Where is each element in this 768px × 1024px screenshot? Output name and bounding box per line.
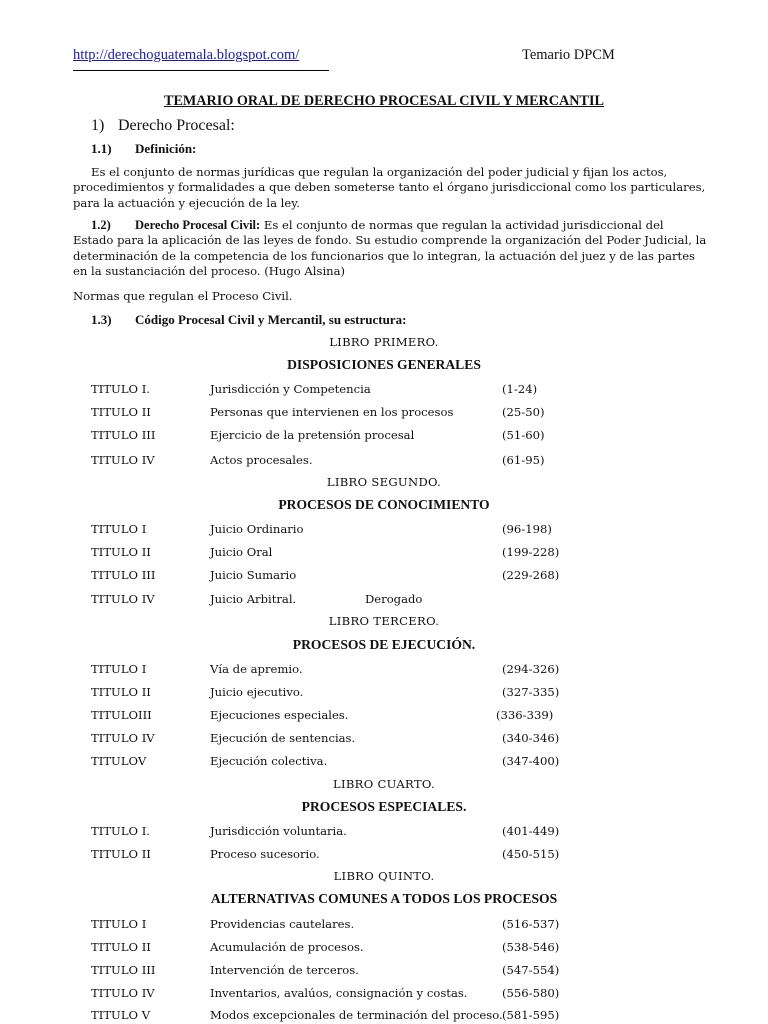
titulo-number: TITULO IV: [91, 592, 155, 606]
titulo-number: TITULO I: [91, 522, 147, 536]
libro-heading: LIBRO CUARTO.: [332, 777, 436, 791]
titulo-number: TITULO V: [91, 1008, 151, 1022]
titulo-number: TITULO I: [91, 662, 147, 676]
titulo-name: Jurisdicción voluntaria.: [210, 824, 347, 838]
header-doc-label: Temario DPCM: [522, 47, 615, 63]
dpc-line: determinación de la competencia de los funcionarios que lo integran, la actuación del juez y de las partes: [73, 248, 696, 263]
definition-paragraph: [73, 165, 713, 211]
titulo-name: Juicio Sumario: [210, 568, 297, 582]
section-1-2-number: 1.2): [91, 218, 111, 232]
articulo-range: (61-95): [502, 453, 545, 467]
titulo-number: TITULO I: [91, 917, 147, 931]
titulo-number: TITULO II: [91, 847, 151, 861]
articulo-range: (401-449): [502, 824, 560, 838]
libro-title: ALTERNATIVAS COMUNES A TODOS LOS PROCESOS: [210, 891, 558, 906]
articulo-range: (96-198): [502, 522, 552, 536]
titulo-number: TITULOV: [91, 754, 147, 768]
dpc-line: en la sustanciación del proceso. (Hugo Alsina): [73, 264, 346, 279]
titulo-name: Modos excepcionales de terminación del proceso.: [210, 1008, 503, 1022]
libro-title: PROCESOS ESPECIALES.: [301, 799, 467, 814]
articulo-range: (547-554): [502, 963, 560, 977]
titulo-number: TITULOIII: [91, 708, 152, 722]
libro-title: DISPOSICIONES GENERALES: [287, 357, 481, 372]
section-1-number: 1): [91, 117, 105, 134]
section-1-1-number: 1.1): [91, 141, 112, 156]
titulo-name: Proceso sucesorio.: [210, 847, 320, 861]
titulo-name: Jurisdicción y Competencia: [210, 382, 371, 396]
derogado-note: Derogado: [365, 592, 423, 606]
derecho-procesal-civil-paragraph: [73, 218, 713, 280]
blog-link[interactable]: http://derechoguatemala.blogspot.com/: [73, 47, 300, 63]
articulo-range: (581-595): [502, 1008, 560, 1022]
articulo-range: (51-60): [502, 428, 545, 442]
articulo-range: (25-50): [502, 405, 545, 419]
titulo-number: TITULO II: [91, 940, 151, 954]
section-1-2-label: Derecho Procesal Civil:: [135, 218, 261, 232]
dpc-line: Estado para la aplicación de las leyes de fondo. Su estudio comprende la organización del Poder Judicial, la: [73, 233, 707, 248]
libro-heading: LIBRO PRIMERO.: [329, 335, 439, 349]
articulo-range: (294-326): [502, 662, 560, 676]
titulo-name: Juicio Arbitral.: [210, 592, 297, 606]
titulo-name: Juicio ejecutivo.: [210, 685, 304, 699]
normas-line: Normas que regulan el Proceso Civil.: [73, 289, 293, 303]
articulo-range: (340-346): [502, 731, 560, 745]
articulo-range: (199-228): [502, 545, 560, 559]
dpc-first-line: [73, 218, 713, 233]
titulo-name: Ejecución colectiva.: [210, 754, 328, 768]
titulo-name: Actos procesales.: [210, 453, 313, 467]
articulo-range: (1-24): [502, 382, 538, 396]
titulo-number: TITULO II: [91, 685, 151, 699]
header-rule: [73, 70, 329, 71]
titulo-name: Juicio Ordinario: [210, 522, 304, 536]
articulo-range: (347-400): [502, 754, 560, 768]
titulo-number: TITULO IV: [91, 731, 155, 745]
titulo-name: Providencias cautelares.: [210, 917, 355, 931]
definition-line: Es el conjunto de normas jurídicas que regulan la organización del poder judicial y fijan los actos,: [91, 165, 668, 179]
titulo-number: TITULO III: [91, 963, 156, 977]
articulo-range: (450-515): [502, 847, 560, 861]
definition-line: para la actuación y ejecución de la ley.: [73, 195, 300, 210]
articulo-range: (327-335): [502, 685, 560, 699]
section-1-1-title: Definición:: [135, 141, 197, 156]
titulo-number: TITULO I.: [91, 824, 150, 838]
definition-line: procedimientos y formalidades a que deben someterse tanto el órgano jurisdiccional como los particulares,: [73, 180, 706, 195]
section-1-3-number: 1.3): [91, 312, 112, 327]
libro-title: PROCESOS DE CONOCIMIENTO: [278, 497, 490, 512]
libro-heading: LIBRO SEGUNDO.: [326, 475, 442, 489]
titulo-number: TITULO II: [91, 545, 151, 559]
titulo-number: TITULO III: [91, 568, 156, 582]
section-1-title: Derecho Procesal:: [118, 117, 235, 134]
articulo-range: (229-268): [502, 568, 560, 582]
articulo-range: (336-339): [496, 708, 554, 722]
titulo-number: TITULO IV: [91, 986, 155, 1000]
articulo-range: (556-580): [502, 986, 560, 1000]
titulo-name: Intervención de terceros.: [210, 963, 359, 977]
document-title: TEMARIO ORAL DE DERECHO PROCESAL CIVIL Y MERCANTIL: [163, 93, 604, 109]
titulo-number: TITULO II: [91, 405, 151, 419]
titulo-name: Inventarios, avalúos, consignación y costas.: [210, 986, 468, 1000]
articulo-range: (516-537): [502, 917, 560, 931]
titulo-name: Vía de apremio.: [210, 662, 303, 676]
titulo-name: Acumulación de procesos.: [210, 940, 364, 954]
titulo-number: TITULO III: [91, 428, 156, 442]
section-1-heading: [91, 117, 235, 135]
section-1-1-heading: [91, 141, 196, 157]
titulo-number: TITULO IV: [91, 453, 155, 467]
titulo-name: Juicio Oral: [210, 545, 273, 559]
titulo-name: Personas que intervienen en los procesos: [210, 405, 454, 419]
titulo-name: Ejercicio de la pretensión procesal: [210, 428, 415, 442]
libro-heading: LIBRO QUINTO.: [333, 869, 435, 883]
section-1-3-heading: [91, 312, 406, 328]
libro-title: PROCESOS DE EJECUCIÓN.: [292, 637, 476, 652]
titulo-name: Ejecuciones especiales.: [210, 708, 349, 722]
section-1-2-text: Es el conjunto de normas que regulan la actividad jurisdiccional del: [263, 218, 664, 232]
libro-heading: LIBRO TERCERO.: [328, 614, 440, 628]
titulo-number: TITULO I.: [91, 382, 150, 396]
section-1-3-title: Código Procesal Civil y Mercantil, su estructura:: [135, 312, 407, 327]
articulo-range: (538-546): [502, 940, 560, 954]
titulo-name: Ejecución de sentencias.: [210, 731, 356, 745]
